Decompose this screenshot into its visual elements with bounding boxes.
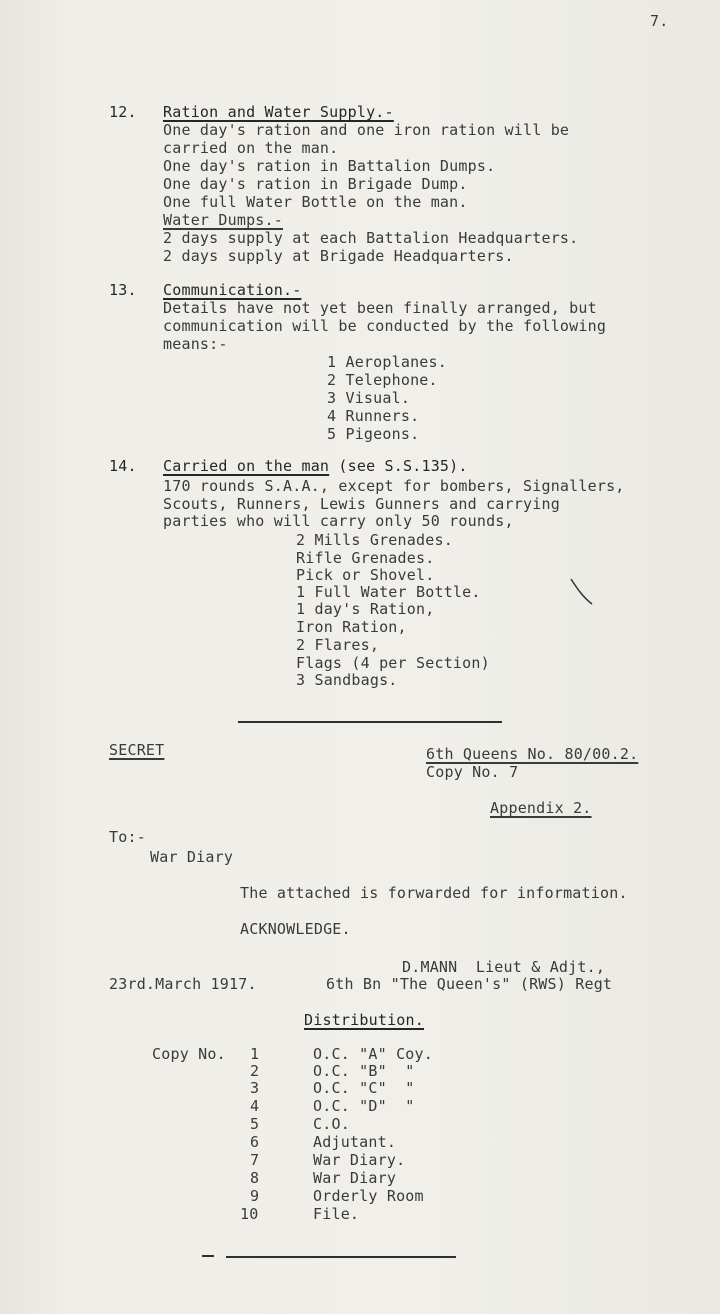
appendix-label: Appendix 2. [490,799,592,817]
section-14-line: 170 rounds S.A.A., except for bombers, Signallers, [163,477,625,495]
section-12-line: One day's ration in Battalion Dumps. [163,157,496,175]
section-14-line: parties who will carry only 50 rounds, [163,512,514,530]
to-recipient: War Diary [150,848,234,866]
distribution-recipient: File. [313,1205,360,1223]
section-13-number: 13. [109,281,137,299]
section-12-number: 12. [109,103,137,121]
distribution-number: 5 [250,1115,260,1133]
section-13-line: Details have not yet been finally arranged, but [163,299,597,317]
communication-means-item: 4 Runners. [327,407,420,425]
section-divider [238,721,502,723]
section-12-subline: 2 days supply at each Battalion Headquarters. [163,229,579,247]
distribution-number: 6 [250,1133,260,1151]
distribution-number: 2 [250,1062,260,1080]
to-label: To:- [109,828,146,846]
section-12-heading: Ration and Water Supply.- [163,103,394,121]
closing-rule [226,1256,456,1258]
pen-mark-icon [568,576,598,608]
page-number: 7. [650,12,669,30]
equipment-item: 3 Sandbags. [296,671,398,689]
section-13-line: communication will be conducted by the following [163,317,607,335]
distribution-recipient: O.C. "C" " [313,1079,415,1097]
equipment-item: 1 day's Ration, [296,600,435,618]
distribution-number: 1 [250,1045,260,1063]
distribution-number: 7 [250,1151,260,1169]
equipment-item: Rifle Grenades. [296,549,435,567]
equipment-item: Flags (4 per Section) [296,654,490,672]
section-14-heading: Carried on the man [163,457,330,475]
distribution-recipient: O.C. "D" " [313,1097,415,1115]
equipment-item: Iron Ration, [296,618,407,636]
distribution-number: 4 [250,1097,260,1115]
section-12-subheading: Water Dumps.- [163,211,283,229]
distribution-number: 3 [250,1079,260,1097]
communication-means-item: 2 Telephone. [327,371,438,389]
section-13-heading: Communication.- [163,281,302,299]
distribution-recipient: C.O. [313,1115,350,1133]
equipment-item: 1 Full Water Bottle. [296,583,481,601]
distribution-number: 10 [240,1205,259,1223]
distribution-recipient: War Diary. [313,1151,406,1169]
unit-name: 6th Bn "The Queen's" (RWS) Regt [326,975,613,993]
section-14-heading-suffix: (see S.S.135). [329,457,468,475]
closing-dash [202,1255,214,1257]
equipment-item: 2 Mills Grenades. [296,531,453,549]
section-12-line: carried on the man. [163,139,339,157]
communication-means-item: 5 Pigeons. [327,425,420,443]
distribution-heading: Distribution. [304,1011,424,1029]
copy-no-label: Copy No. [152,1045,226,1063]
section-12-line: One day's ration in Brigade Dump. [163,175,468,193]
distribution-recipient: O.C. "B" " [313,1062,415,1080]
distribution-recipient: Adjutant. [313,1133,397,1151]
section-12-line: One day's ration and one iron ration will be [163,121,570,139]
distribution-number: 9 [250,1187,260,1205]
communication-means-item: 1 Aeroplanes. [327,353,447,371]
communication-means-item: 3 Visual. [327,389,411,407]
acknowledge-text: ACKNOWLEDGE. [240,920,351,938]
distribution-number: 8 [250,1169,260,1187]
memo-date: 23rd.March 1917. [109,975,257,993]
section-14-line: Scouts, Runners, Lewis Gunners and carrying [163,495,560,513]
distribution-recipient: Orderly Room [313,1187,424,1205]
classification-label: SECRET [109,741,165,759]
section-14-heading-line [163,457,468,475]
memo-reference: 6th Queens No. 80/00.2. [426,745,639,763]
section-12-line: One full Water Bottle on the man. [163,193,468,211]
copy-number: Copy No. 7 [426,763,519,781]
memo-body: The attached is forwarded for information. [240,884,628,902]
equipment-item: 2 Flares, [296,636,380,654]
section-13-line: means:- [163,335,228,353]
signatory: D.MANN Lieut & Adjt., [402,958,606,976]
section-14-number: 14. [109,457,137,475]
equipment-item: Pick or Shovel. [296,566,435,584]
distribution-recipient: War Diary [313,1169,397,1187]
section-12-subline: 2 days supply at Brigade Headquarters. [163,247,514,265]
distribution-recipient: O.C. "A" Coy. [313,1045,433,1063]
